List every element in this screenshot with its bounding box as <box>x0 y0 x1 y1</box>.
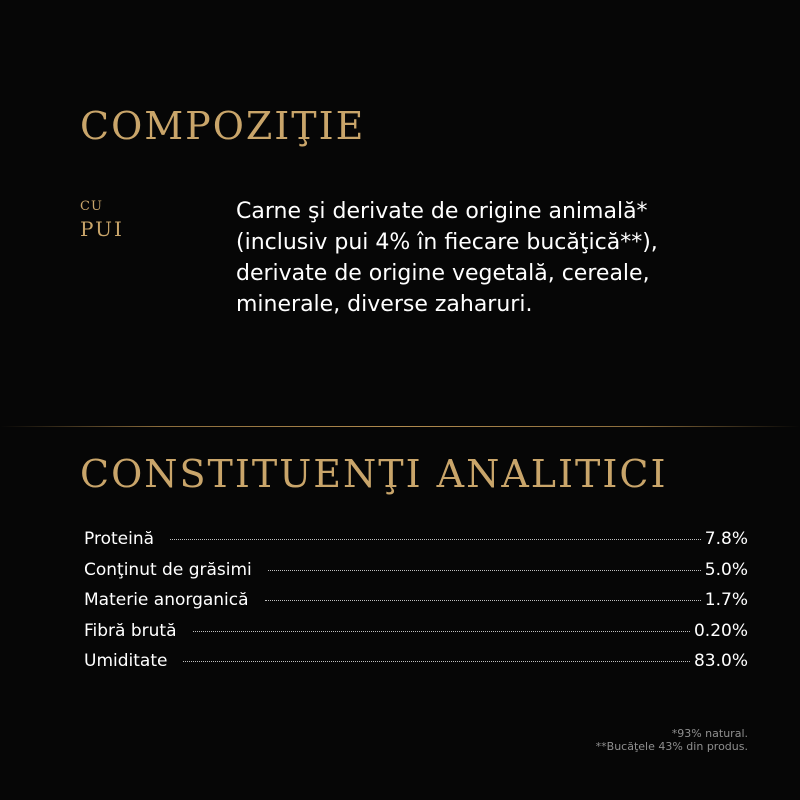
constituent-row-moisture <box>84 651 748 682</box>
dot-leader <box>170 539 701 540</box>
constituent-name: Conţinut de grăsimi <box>84 559 252 580</box>
constituent-name: Umiditate <box>84 651 168 671</box>
dot-leader <box>265 600 701 601</box>
constituent-row-ash <box>84 590 748 621</box>
analytic-constituents-list <box>84 529 748 682</box>
constituent-row-protein <box>84 529 748 560</box>
dot-leader <box>193 631 690 632</box>
constituent-name: Proteină <box>84 529 155 549</box>
constituent-row-fat <box>84 560 748 591</box>
variant-prefix: CU <box>80 199 103 214</box>
constituent-value: 5.0% <box>704 559 748 580</box>
variant-name: PUI <box>80 217 124 241</box>
footnote-pieces: **Bucăţele 43% din produs. <box>595 740 748 753</box>
analytic-title: CONSTITUENŢI ANALITICI <box>80 452 668 496</box>
variant-label <box>80 200 124 239</box>
section-divider <box>0 426 800 427</box>
composition-title: COMPOZIŢIE <box>80 104 366 148</box>
footnotes <box>596 727 748 753</box>
constituent-value: 83.0% <box>693 651 748 671</box>
constituent-value: 1.7% <box>704 590 748 610</box>
constituent-value: 7.8% <box>704 529 748 549</box>
constituent-name: Fibră brută <box>84 620 177 641</box>
dot-leader <box>183 661 690 662</box>
constituent-name: Materie anorganică <box>84 590 249 610</box>
dot-leader <box>268 570 701 571</box>
constituent-row-fibre <box>84 621 748 652</box>
constituent-value: 0.20% <box>693 620 748 641</box>
footnote-natural: *93% natural. <box>671 727 748 740</box>
composition-text: Carne şi derivate de origine animală* (inclusiv pui 4% în fiecare bucăţică**), derivate de origine vegetală, cereale, minerale, diverse zaharuri. <box>236 199 658 317</box>
